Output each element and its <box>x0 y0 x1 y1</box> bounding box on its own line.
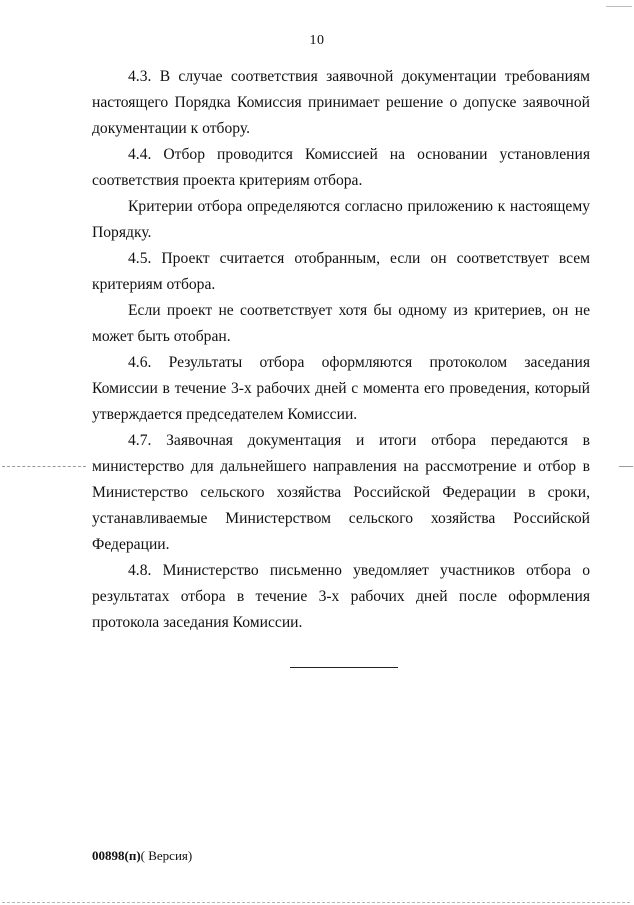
document-version: ( Версия) <box>140 848 193 863</box>
page-number: 10 <box>309 33 325 48</box>
paragraph-4-3: 4.3. В случае соответствия заявочной документации требованиям настоящего Порядка Комиссия принимает решение о допуске заявочной документации к отбору. <box>92 68 590 137</box>
paragraph-criteria: Критерии отбора определяются согласно приложению к настоящему Порядку. <box>92 198 590 241</box>
paragraph-4-7: 4.7. Заявочная документация и итоги отбора передаются в министерство для дальнейшего направления на рассмотрение и отбор в Министерство сельского хозяйства Российской Федерации в сроки, устанавливаемые Министерством сельского хозяйства Российской Федерации. <box>92 432 590 553</box>
paragraph-4-5: 4.5. Проект считается отобранным, если он соответствует всем критериям отбора. <box>92 250 590 293</box>
scan-artifact-top <box>606 6 632 7</box>
scan-artifact-right <box>619 466 633 467</box>
paragraph-4-4: 4.4. Отбор проводится Комиссией на основании установления соответствия проекта критериям отбора. <box>92 146 590 189</box>
scan-artifact-bottom <box>2 902 630 903</box>
document-footer <box>92 848 192 864</box>
end-of-text-rule <box>290 667 398 668</box>
scan-artifact-left <box>2 466 86 467</box>
document-code: 00898(п) <box>92 848 141 863</box>
paragraph-4-8: 4.8. Министерство письменно уведомляет участников отбора о результатах отбора в течение 3-х рабочих дней после оформления протокола заседания Комиссии. <box>92 562 590 631</box>
document-body <box>92 64 590 636</box>
paragraph-not-selected: Если проект не соответствует хотя бы одному из критериев, он не может быть отобран. <box>92 302 590 345</box>
paragraph-4-6: 4.6. Результаты отбора оформляются протоколом заседания Комиссии в течение 3-х рабочих дней с момента его проведения, который утверждается председателем Комиссии. <box>92 354 590 423</box>
